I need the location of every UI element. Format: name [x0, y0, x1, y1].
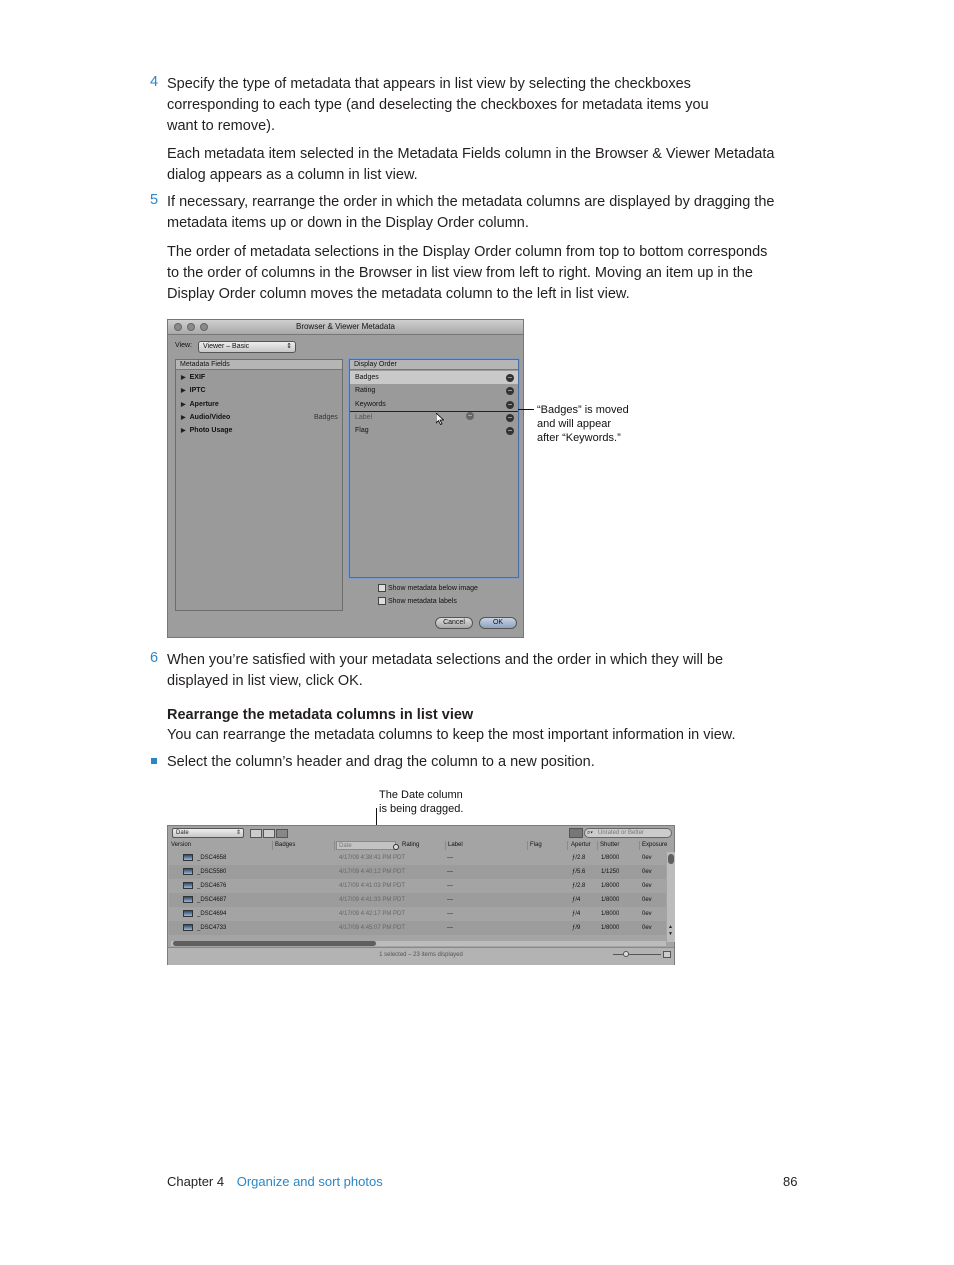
cell-shutter: 1/8000 — [601, 883, 620, 889]
field-row[interactable] — [176, 371, 342, 384]
column-header-rating[interactable]: Rating — [400, 841, 446, 850]
checkbox-icon[interactable] — [378, 597, 386, 605]
cell-date: 4/17/09 4:41:33 PM PDT — [339, 897, 406, 903]
section-heading: Rearrange the metadata columns in list view — [167, 707, 474, 723]
drag-ghost-remove-icon: − — [467, 411, 473, 420]
disclosure-triangle-icon[interactable]: ▶ — [181, 375, 186, 381]
date-column-callout — [379, 788, 463, 816]
search-placeholder: Unrated or Better — [598, 830, 645, 836]
remove-icon[interactable]: − — [507, 386, 513, 395]
order-label: Label — [355, 414, 373, 421]
cell-aperture: ƒ/5.6 — [572, 869, 586, 875]
photo-thumbnail — [183, 868, 193, 875]
cell-label: --- — [447, 925, 453, 931]
photo-thumbnail — [183, 924, 193, 931]
slider-knob[interactable] — [623, 951, 629, 957]
display-order-panel — [349, 359, 519, 578]
drag-cursor-icon — [393, 844, 399, 850]
cell-exposure: 0ev — [642, 925, 652, 931]
field-row[interactable] — [176, 384, 342, 397]
scroll-thumb[interactable] — [668, 854, 674, 864]
cell-date: 4/17/09 4:45:07 PM PDT — [339, 925, 406, 931]
cell-date: 4/17/09 4:40:12 PM PDT — [339, 869, 406, 875]
cell-label: --- — [447, 883, 453, 889]
cell-exposure: 0ev — [642, 855, 652, 861]
field-label: Photo Usage — [189, 427, 233, 434]
cell-exposure: 0ev — [642, 911, 652, 917]
cell-aperture: ƒ/9 — [572, 925, 581, 931]
step-number: 4 — [150, 74, 159, 90]
field-row[interactable] — [176, 411, 342, 424]
status-text: 1 selected – 23 items displayed — [379, 952, 463, 958]
field-label: EXIF — [189, 374, 206, 381]
text-line: displayed in list view, click OK. — [167, 673, 363, 689]
disclosure-triangle-icon[interactable]: ▶ — [181, 428, 186, 434]
cell-label: --- — [447, 897, 453, 903]
dialog-title: Browser & Viewer Metadata — [295, 322, 395, 331]
order-row[interactable] — [350, 398, 518, 412]
cell-date: 4/17/09 4:38:41 PM PDT — [339, 855, 406, 861]
cell-shutter: 1/8000 — [601, 855, 620, 861]
cell-shutter: 1/8000 — [601, 925, 620, 931]
column-header-exposure[interactable]: Exposure — [642, 842, 668, 848]
disclosure-triangle-icon[interactable]: ▶ — [181, 388, 186, 394]
metadata-dialog — [167, 319, 524, 638]
filmstrip-view-icon[interactable] — [250, 829, 262, 838]
list-view-icon[interactable] — [276, 829, 288, 838]
checkbox-label: Show metadata below image — [388, 584, 478, 592]
order-row[interactable] — [350, 384, 518, 397]
chapter-number: Chapter 4 — [167, 1174, 225, 1189]
order-row[interactable] — [350, 371, 518, 384]
cell-version: _DSC4676 — [197, 883, 227, 889]
cell-aperture: ƒ/2.8 — [572, 855, 586, 861]
step-5-text — [167, 192, 792, 234]
order-label: Keywords — [355, 401, 386, 408]
step-4-text — [167, 74, 792, 137]
text-line: When you’re satisfied with your metadata selections and the order in which they will be — [167, 652, 724, 668]
grid-view-icon[interactable] — [263, 829, 275, 838]
photo-thumbnail — [183, 882, 193, 889]
cell-label: --- — [447, 855, 453, 861]
column-header-version[interactable]: Version — [169, 841, 273, 850]
callout-line: is being dragged. — [379, 803, 464, 815]
table-row[interactable] — [169, 879, 666, 893]
search-icon: ⌕▾ — [587, 830, 593, 836]
table-row[interactable] — [169, 921, 666, 935]
thumbnail-size-slider[interactable] — [613, 954, 661, 955]
column-header-badges[interactable]: Badges — [273, 841, 335, 850]
cell-label: --- — [447, 869, 453, 875]
cell-date: 4/17/09 4:41:03 PM PDT — [339, 883, 406, 889]
photo-thumbnail — [183, 910, 193, 917]
photo-thumbnail — [183, 896, 193, 903]
text-line: to the order of columns in the Browser in list view from left to right. Moving an item up in the — [167, 265, 753, 281]
text-line: corresponding to each type (and deselecting the checkboxes for metadata items you — [167, 97, 709, 113]
column-header-aperture[interactable]: Apertur — [569, 841, 598, 850]
filter-hud-icon[interactable] — [569, 828, 583, 838]
table-row[interactable] — [169, 865, 666, 879]
cell-shutter: 1/8000 — [601, 897, 620, 903]
callout-line: The Date column — [379, 789, 463, 801]
field-row[interactable] — [176, 424, 342, 437]
text-line: Display Order column moves the metadata column to the left in list view. — [167, 286, 630, 302]
view-popup-value: Viewer – Basic — [203, 343, 250, 350]
field-label: Aperture — [189, 401, 219, 408]
callout-line: “Badges” is moved — [537, 404, 629, 416]
text-line: want to remove). — [167, 118, 275, 134]
column-header-flag[interactable]: Flag — [528, 841, 568, 850]
sort-popup[interactable] — [172, 828, 244, 838]
browser-list-view — [167, 825, 675, 965]
order-label: Badges — [355, 374, 379, 381]
step-number: 6 — [150, 650, 159, 666]
chevron-updown-icon: ⇕ — [286, 343, 292, 350]
bullet-text: Select the column’s header and drag the column to a new position. — [167, 754, 595, 770]
cell-version: _DSC4687 — [197, 897, 227, 903]
vertical-scrollbar[interactable] — [667, 852, 675, 942]
page-number: 86 — [783, 1174, 798, 1189]
scroll-arrows-icon[interactable]: ▲ ▼ — [668, 924, 673, 937]
column-header-date-dragging[interactable]: Date — [336, 841, 396, 850]
disclosure-triangle-icon[interactable]: ▶ — [181, 402, 186, 408]
metadata-fields-panel — [175, 359, 343, 611]
cell-date: 4/17/09 4:42:17 PM PDT — [339, 911, 406, 917]
cell-aperture: ƒ/2.8 — [572, 883, 586, 889]
checkbox-label: Show metadata labels — [388, 597, 457, 605]
step-5-detail — [167, 242, 792, 305]
dialog-titlebar — [168, 320, 523, 335]
scroll-thumb[interactable] — [173, 941, 376, 946]
cell-version: _DSC4658 — [197, 855, 227, 861]
table-row[interactable] — [169, 907, 666, 921]
display-order-header: Display Order — [350, 360, 518, 370]
order-label: Rating — [355, 387, 376, 394]
table-row[interactable] — [169, 851, 666, 865]
show-below-checkbox[interactable] — [378, 584, 478, 592]
view-popup[interactable] — [198, 341, 296, 353]
order-row[interactable] — [350, 424, 518, 437]
callout-line: and will appear — [537, 418, 611, 430]
footer-chapter — [167, 1174, 383, 1189]
search-field[interactable] — [584, 828, 672, 838]
table-row[interactable] — [169, 893, 666, 907]
cancel-button[interactable]: Cancel — [435, 617, 473, 629]
cell-exposure: 0ev — [642, 869, 652, 875]
column-header-shutter[interactable]: Shutter — [598, 841, 640, 850]
ok-button[interactable]: OK — [479, 617, 517, 629]
text-line: The order of metadata selections in the Display Order column from top to bottom corresponds — [167, 244, 768, 260]
cell-shutter: 1/8000 — [601, 911, 620, 917]
field-label: IPTC — [189, 387, 206, 394]
field-row[interactable] — [176, 398, 342, 411]
cell-version: _DSC4733 — [197, 925, 227, 931]
callout-leader-line — [518, 409, 534, 410]
remove-icon[interactable]: − — [507, 413, 513, 422]
large-thumbnail-icon[interactable] — [663, 951, 671, 958]
drag-ghost-label: Badges — [314, 414, 338, 421]
text-line: metadata items up or down in the Display Order column. — [167, 215, 529, 231]
photo-thumbnail — [183, 854, 193, 861]
checkbox-icon[interactable] — [378, 584, 386, 592]
text-line: If necessary, rearrange the order in which the metadata columns are displayed by dragging the — [167, 194, 775, 210]
cell-shutter: 1/1250 — [601, 869, 620, 875]
cell-exposure: 0ev — [642, 883, 652, 889]
horizontal-scrollbar[interactable] — [171, 941, 666, 946]
disclosure-triangle-icon[interactable]: ▶ — [181, 415, 186, 421]
field-label: Audio/Video — [189, 414, 231, 421]
remove-icon[interactable]: − — [507, 426, 513, 435]
show-labels-checkbox[interactable] — [378, 597, 457, 605]
cell-aperture: ƒ/4 — [572, 911, 581, 917]
order-label: Flag — [355, 427, 369, 434]
step-number: 5 — [150, 192, 159, 208]
order-row[interactable] — [350, 411, 518, 424]
cell-version: _DSC5580 — [197, 869, 227, 875]
callout-line: after “Keywords.” — [537, 432, 621, 444]
cell-label: --- — [447, 911, 453, 917]
remove-icon[interactable]: − — [507, 400, 513, 409]
badges-callout — [537, 403, 629, 445]
step-6-text — [167, 650, 792, 692]
cell-exposure: 0ev — [642, 897, 652, 903]
chevron-updown-icon: ⇕ — [235, 830, 241, 836]
column-header-label[interactable]: Label — [446, 841, 528, 850]
text-line: dialog appears as a column in list view. — [167, 167, 418, 183]
step-4-detail — [167, 144, 792, 186]
cell-version: _DSC4694 — [197, 911, 227, 917]
section-intro: You can rearrange the metadata columns to keep the most important information in view. — [167, 727, 736, 743]
sort-popup-value: Date — [176, 830, 189, 836]
text-line: Each metadata item selected in the Metadata Fields column in the Browser & Viewer Metadata — [167, 146, 775, 162]
text-line: Specify the type of metadata that appears in list view by selecting the checkboxes — [167, 76, 691, 92]
cell-aperture: ƒ/4 — [572, 897, 581, 903]
cursor-arrow-icon — [436, 413, 444, 425]
bullet-icon — [151, 758, 157, 764]
metadata-fields-header: Metadata Fields — [176, 360, 342, 370]
view-label: View: — [175, 342, 192, 349]
status-bar — [168, 947, 674, 965]
chapter-title-link[interactable]: Organize and sort photos — [236, 1174, 383, 1189]
remove-icon[interactable]: − — [507, 373, 513, 382]
